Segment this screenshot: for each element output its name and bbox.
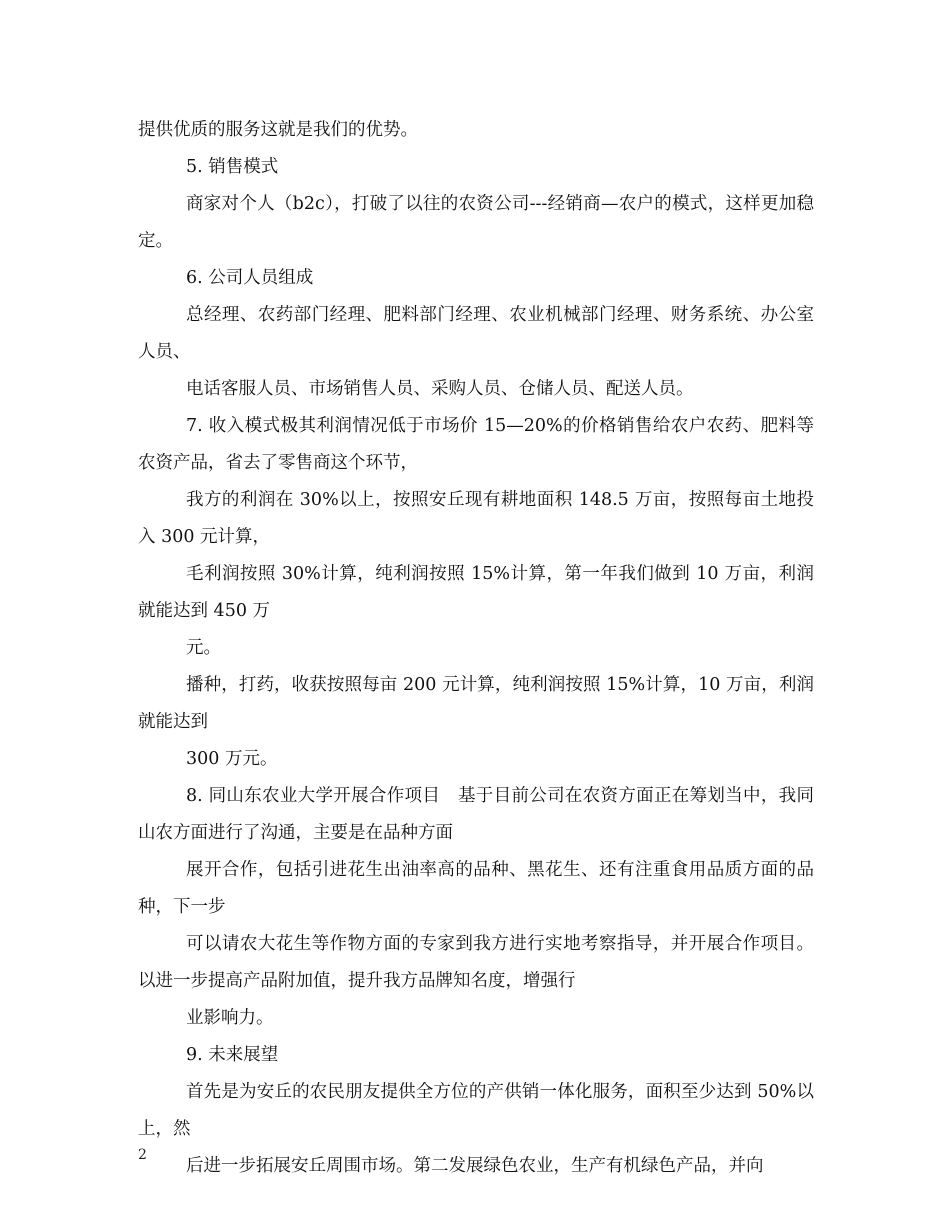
paragraph: 我方的利润在 30%以上，按照安丘现有耕地面积 148.5 万亩，按照每亩土地投入 300 元计算， xyxy=(138,490,814,547)
page-number: 2 xyxy=(138,1147,147,1163)
paragraph: 业影响力。 xyxy=(186,1008,274,1028)
paragraph: 后进一步拓展安丘周围市场。第二发展绿色农业，生产有机绿色产品，并向 xyxy=(186,1156,764,1176)
paragraph: 电话客服人员、市场销售人员、采购人员、仓储人员、配送人员。 xyxy=(186,379,694,399)
paragraph: 9. 未来展望 xyxy=(186,1045,279,1065)
paragraph: 5. 销售模式 xyxy=(186,157,279,177)
paragraph: 元。 xyxy=(186,638,221,658)
paragraph: 毛利润按照 30%计算，纯利润按照 15%计算，第一年我们做到 10 万亩，利润就能达到 450 万 xyxy=(138,564,814,621)
paragraph: 6. 公司人员组成 xyxy=(186,268,314,288)
paragraph: 可以请农大花生等作物方面的专家到我方进行实地考察指导，并开展合作项目。以进一步提高产品附加值，提升我方品牌知名度，增强行 xyxy=(138,934,814,991)
paragraph: 播种，打药，收获按照每亩 200 元计算，纯利润按照 15%计算，10 万亩，利润就能达到 xyxy=(138,675,814,732)
document-body xyxy=(138,112,814,1185)
paragraph: 7. 收入模式极其利润情况低于市场价 15—20%的价格销售给农户农药、肥料等农资产品，省去了零售商这个环节， xyxy=(138,416,814,473)
paragraph: 商家对个人（b2c），打破了以往的农资公司---经销商—农户的模式，这样更加稳定。 xyxy=(138,194,814,251)
paragraph: 总经理、农药部门经理、肥料部门经理、农业机械部门经理、财务系统、办公室人员、 xyxy=(138,305,814,362)
paragraph: 300 万元。 xyxy=(186,749,278,769)
paragraph: 提供优质的服务这就是我们的优势。 xyxy=(138,120,418,140)
paragraph: 首先是为安丘的农民朋友提供全方位的产供销一体化服务，面积至少达到 50%以上，然 xyxy=(138,1082,814,1139)
paragraph: 展开合作，包括引进花生出油率高的品种、黑花生、还有注重食用品质方面的品种，下一步 xyxy=(138,860,814,917)
paragraph: 8. 同山东农业大学开展合作项目 基于目前公司在农资方面正在筹划当中，我同山农方面进行了沟通，主要是在品种方面 xyxy=(138,786,814,843)
